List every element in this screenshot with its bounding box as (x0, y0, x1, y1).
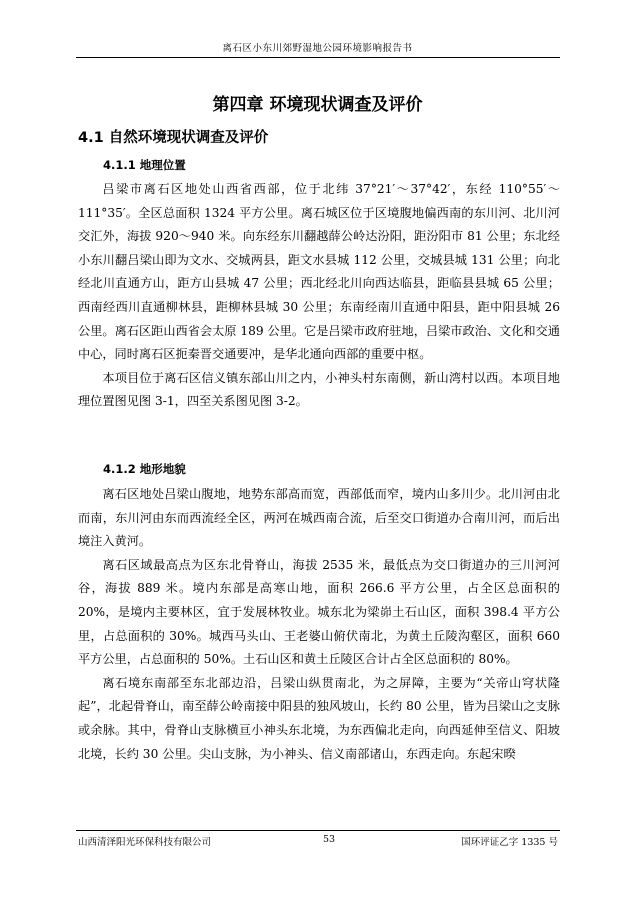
paragraph: 离石境东南部至东北部边沿，吕梁山纵贯南北，为之屏障，主要为“关帝山穹状隆起”，北起骨脊山，南至薛公岭南接中阳县的独风坡山，长约 80 公里，皆为吕梁山之支脉或余脉。其中，骨脊山支脉横亘小神头东北境，为东西偏北走向，向西延伸至信义、阳坡北境，长约 30 公里。尖山支脉，为小神头、信义南部诸山，东西走向。东起宋暌 (78, 675, 560, 761)
body-location (78, 178, 560, 414)
paragraph: 本项目位于离石区信义镇东部山川之内，小神头村东南侧，新山湾村以西。本项目地理位置图见图 3-1，四至关系图见图 3-2。 (78, 370, 560, 409)
header-divider (76, 57, 560, 58)
paragraph: 离石区地处吕梁山腹地，地势东部高而宽，西部低而窄，境内山多川少。北川河由北而南，东川河由东而西流经全区，两河在城西南合流，后至交口街道办合南川河，而后出境注入黄河。 (78, 487, 560, 549)
footer-certificate: 国环评证乙字 1335 号 (461, 837, 558, 848)
chapter-title: 第四章 环境现状调查及评价 (212, 95, 423, 115)
paragraph: 吕梁市离石区地处山西省西部，位于北纬 37°21′～37°42′，东经 110°55′～111°35′。全区总面积 1324 平方公里。离石城区位于区境腹地偏西南的东川河、北川河交汇外，海拔 920～940 米。向东经东川翻越薛公岭达汾阳，距汾阳市 81 公里；东北经小东川翻吕梁山即为文水、交城两县，距文水县城 112 公里，交城县城 131 公里；向北经北川直通方山，距方山县城 47 公里；西北经北川向西达临县，距临县县城 65 公里；西南经西川直通柳林县，距柳林县城 30 公里；东南经南川直通中阳县，距中阳县城 26 公里。离石区距山西省会太原 189 公里。它是吕梁市政府驻地，吕梁市政治、文化和交通中心，同时离石区扼秦晋交通要冲，是华北通向西部的重要中枢。 (78, 182, 560, 362)
running-header: 离石区小东川郊野湿地公园环境影响报告书 (222, 43, 413, 54)
section-title: 4.1 自然环境现状调查及评价 (78, 130, 269, 146)
footer-divider (76, 830, 560, 831)
paragraph: 离石区域最高点为区东北骨脊山，海拔 2535 米，最低点为交口街道办的三川河河谷，海拔 889 米。境内东部是高寒山地，面积 266.6 平方公里，占全区总面积的 20%，是境内主要林区，宜于发展林牧业。城东北为梁峁土石山区，面积 398.4 平方公里，占总面积的 30%。城西马头山、王老婆山俯伏南北，为黄土丘陵沟壑区，面积 660 平方公里，占总面积的 50%。土石山区和黄土丘陵区合计占全区总面积的 80%。 (78, 557, 560, 667)
subsection-title-location: 4.1.1 地理位置 (103, 158, 186, 172)
footer-company: 山西清泽阳光环保科技有限公司 (78, 837, 212, 848)
page-number: 53 (323, 834, 336, 845)
body-terrain (78, 483, 560, 766)
subsection-title-terrain: 4.1.2 地形地貌 (103, 462, 186, 476)
